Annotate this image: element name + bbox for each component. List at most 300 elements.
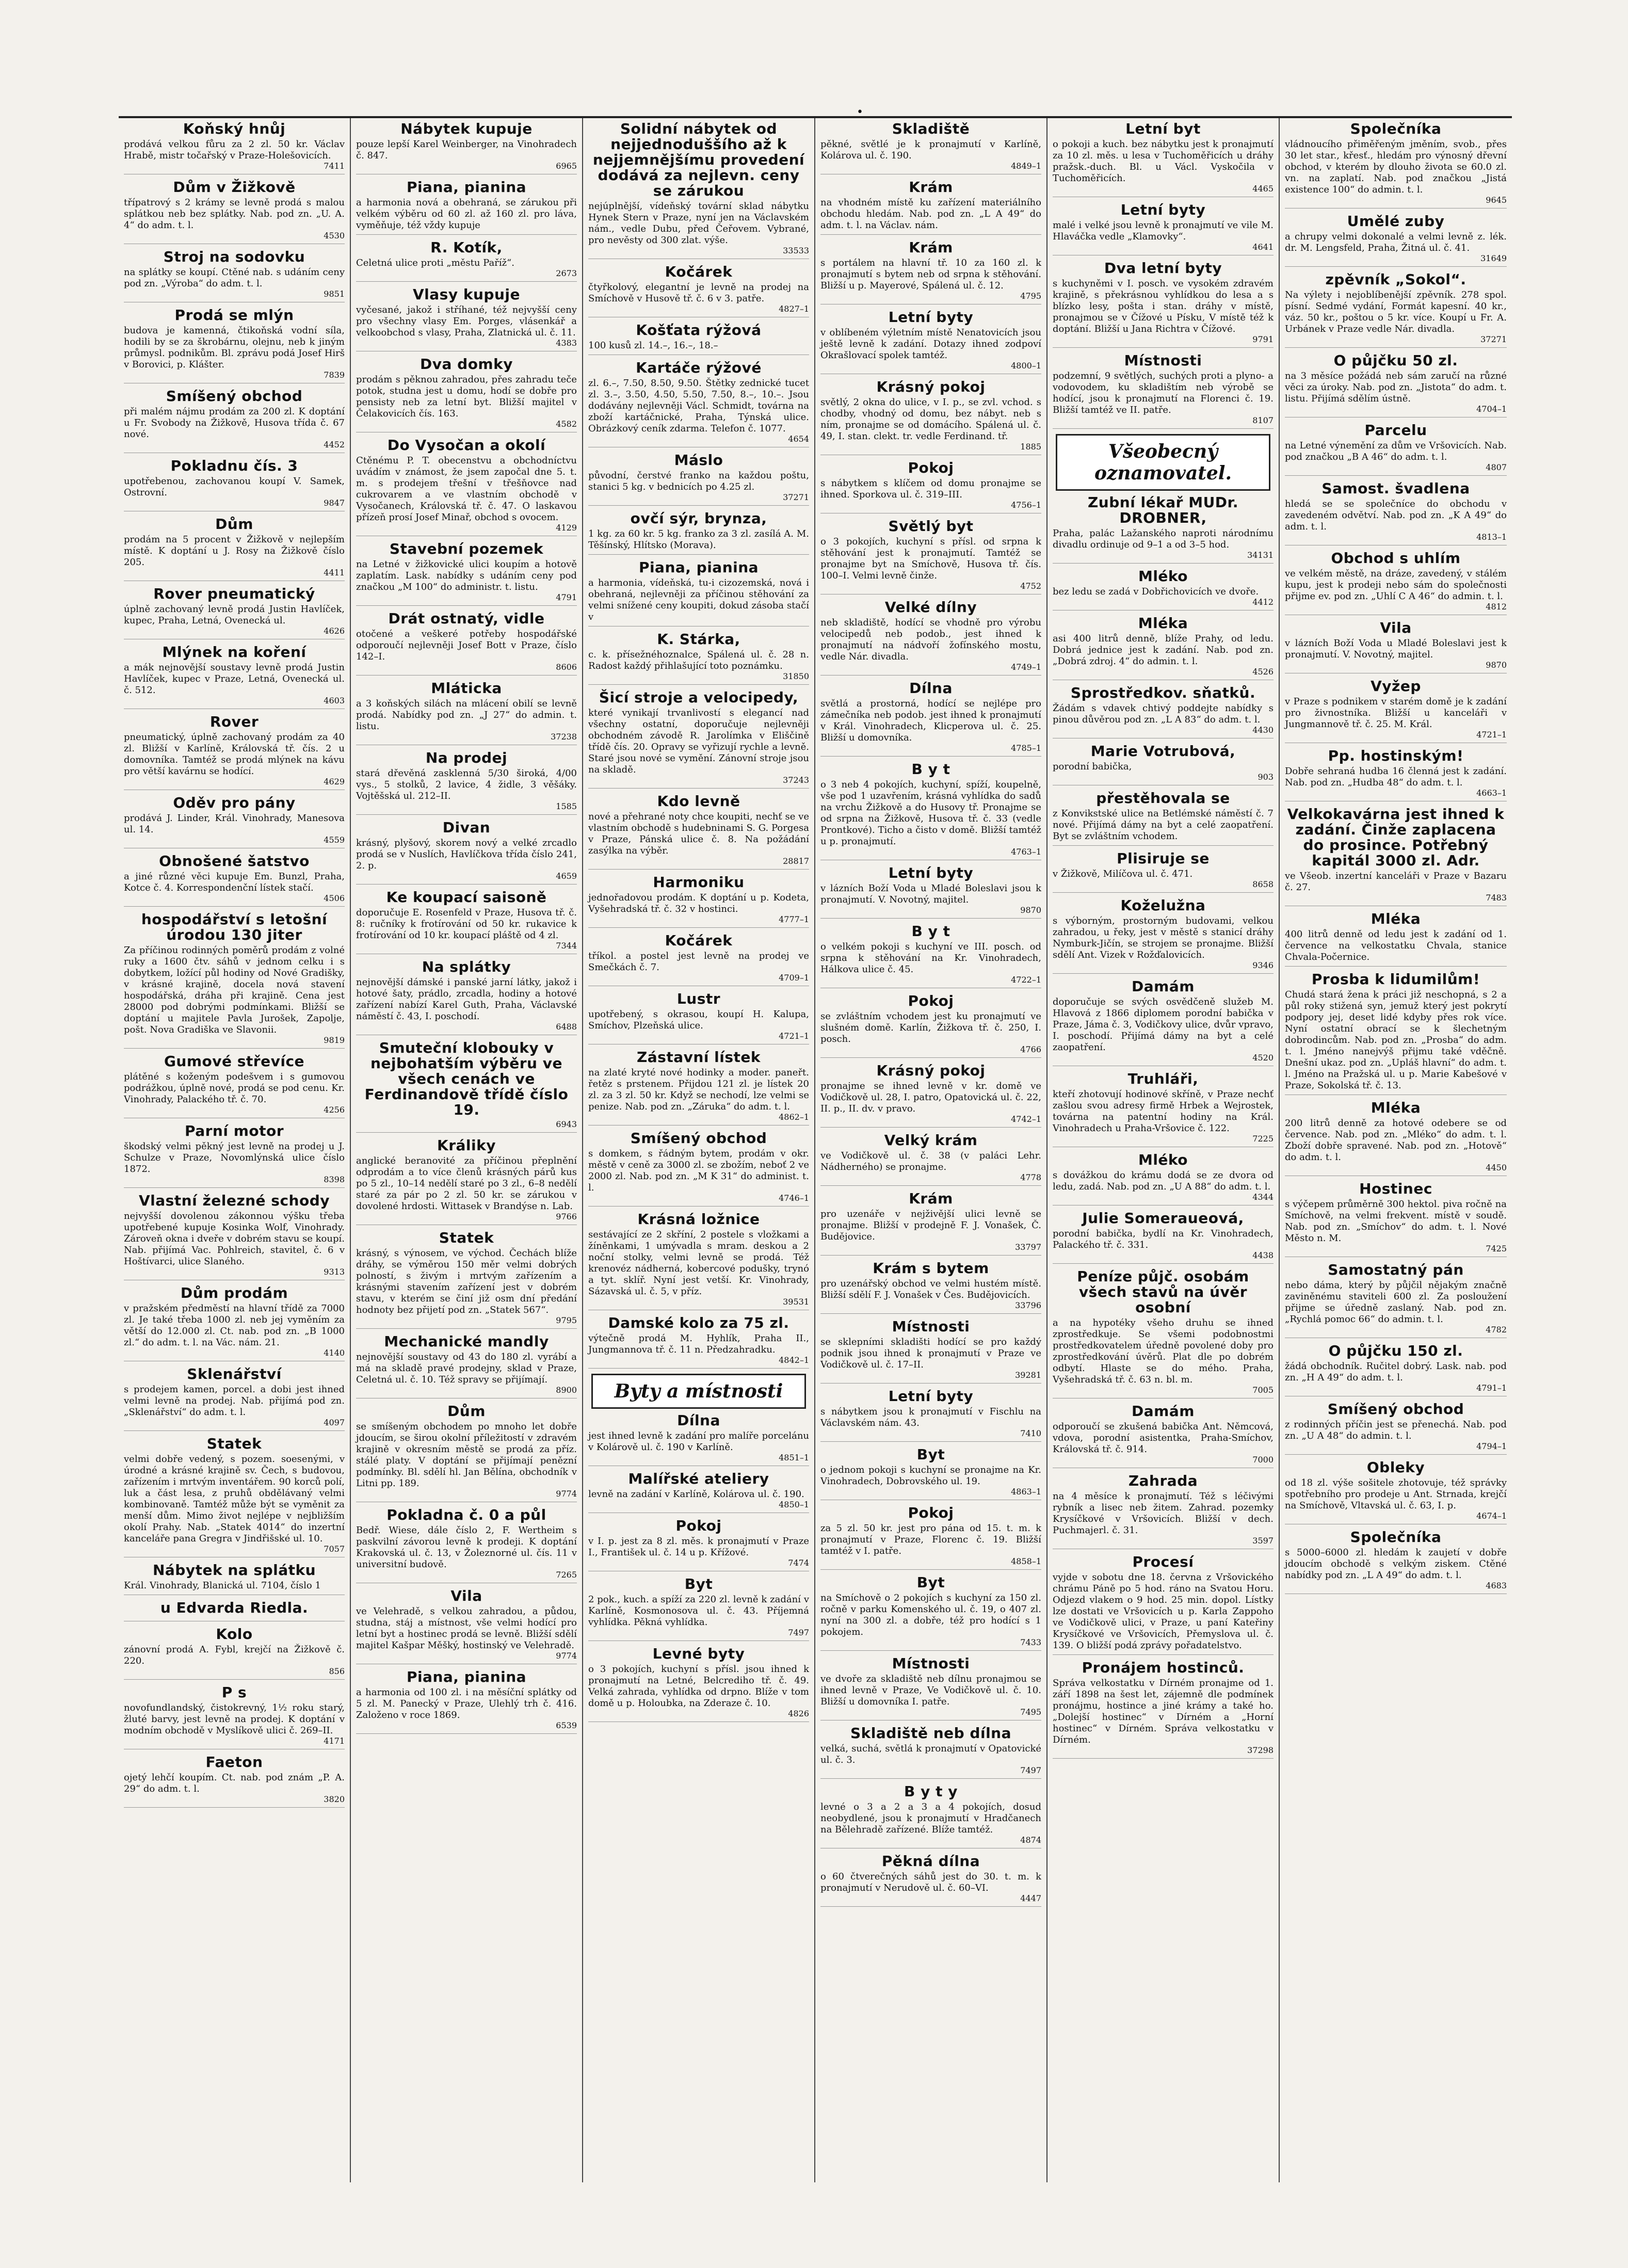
ad-body: nejvyšší dovolenou zákonnou výšku třeba upotřebené kupuje Kosinka Wolf, Vinohrady. Zároveň okna i dveře v dobrém stavu se koupí. Nab. přijímá Vac. Pohlreich, stavitel, č. 6 v Hoštívarci, ulice Slaného. — [124, 1211, 345, 1267]
ad-headline: O půjčku 150 zl. — [1328, 1342, 1463, 1359]
ad-number: 4812 — [1486, 602, 1507, 612]
ad-number: 8398 — [324, 1175, 345, 1184]
ad-number: 4663–1 — [1476, 788, 1507, 798]
classified-ad — [820, 180, 1041, 235]
ad-body: na splátky se koupí. Ctěné nab. s udáním ceny pod zn. „Výroba“ do adm. t. l. — [124, 267, 345, 289]
ad-headline: Dílna — [677, 1412, 720, 1429]
ad-headline: Mléko — [1138, 1151, 1188, 1168]
classified-ad — [124, 1685, 345, 1749]
classified-ad — [1285, 481, 1507, 545]
classified-ad — [588, 1315, 809, 1369]
ad-number: 4763–1 — [1011, 847, 1041, 857]
ad-number: 4722–1 — [1011, 975, 1041, 985]
ad-body: ojetý lehčí koupím. Ct. nab. pod znám „P. A. 29“ do adm. t. l. — [124, 1772, 345, 1794]
ad-body: tříkol. a postel jest levně na prodej ve Smečkách č. 7. — [588, 951, 809, 973]
ad-body: a chrupy velmi dokonalé a velmi levně z. lék. dr. M. Lengsfeld, Praha, Žitná ul. č. 41. — [1285, 231, 1507, 253]
ad-number: 4752 — [1020, 581, 1041, 591]
classified-ad — [124, 586, 345, 639]
ad-body: prodám na 5 procent v Žižkově v nejlepším místě. K doptání u J. Rosy na Žižkově číslo 205. — [124, 534, 345, 568]
ad-headline: Skladiště neb dílna — [850, 1725, 1011, 1742]
classified-ad — [588, 121, 809, 259]
classified-ad — [588, 794, 809, 870]
classified-ad — [588, 632, 809, 685]
classified-ad — [1285, 807, 1507, 906]
ad-body: nejnovější dámské i panské jarní látky, jakož i hotové šaty, prádlo, zrcadla, hodiny a hotové zařízení nabízí Karel Guth, Praha, Václavské náměstí č. 43, I. poschodí. — [356, 977, 577, 1022]
ad-headline: Letní byty — [888, 864, 974, 881]
ad-number: 4842–1 — [779, 1355, 809, 1365]
classified-ad — [1053, 1404, 1274, 1468]
classified-ad — [820, 865, 1041, 919]
ad-body: výtečně prodá M. Hyhlík, Praha II., Jungmannova tř. č. 11 n. Předzahradku. — [588, 1333, 809, 1355]
ad-headline: Parcelu — [1364, 422, 1427, 439]
classified-ad — [356, 1334, 577, 1398]
classified-ad — [588, 933, 809, 986]
ad-headline: Piana, pianina — [406, 179, 527, 196]
ad-headline: Máslo — [674, 452, 723, 469]
ad-headline: Letní byty — [1120, 201, 1206, 218]
ad-headline: Kartáče rýžové — [636, 359, 762, 376]
ad-headline: Byt — [916, 1446, 945, 1463]
classified-ad — [356, 890, 577, 954]
classified-ad — [588, 360, 809, 447]
ad-number: 7410 — [1020, 1428, 1041, 1438]
ad-headline: Krásný pokoj — [876, 378, 986, 395]
classified-ad — [1053, 979, 1274, 1066]
ad-headline: Společníka — [1350, 1529, 1442, 1546]
classified-ad — [356, 121, 577, 174]
ad-body: sestávající ze 2 skříní, 2 postele s vložkami a žíněnkami, 1 umývadla s mram. deskou a 2 noční stolky, velmi levně se prodá. Též krenovéz nádherná, kobercové podušky, trynó a tyt. sklíř. Nyní jest vetší. Kr. Vinohrady, Sázavská ul. č. 5, v příz. — [588, 1229, 809, 1297]
ad-headline: zpěvník „Sokol“. — [1325, 271, 1466, 288]
classified-ad — [124, 180, 345, 244]
ad-body: malé i velké jsou levně k pronajmutí ve vile M. Hlaváčka vedle „Klamovky“. — [1053, 220, 1274, 242]
ad-number: 28817 — [783, 856, 809, 866]
ad-body: světlý, 2 okna do ulice, v I. p., se zvl. vchod. s chodby, vhodný od domu, bez nábyt. neb s ním, pronajme se od domácího. Spálená ul. č. 49, I. stan. clekt. tr. vedle Ferdinand. tř. — [820, 397, 1041, 442]
ad-body: v lázních Boží Voda u Mladé Boleslavi jsou k pronajmutí. V. Novotný, majitel. — [820, 883, 1041, 905]
ad-number: 4582 — [556, 419, 577, 429]
ad-body: nejnovější soustavy od 43 do 180 zl. vyrábí a má na skladě pravé prodejny, sklad v Praze, Celetná ul. č. 10. Též spravy se přijímají. — [356, 1352, 577, 1385]
ad-body: jest ihned levně k zadání pro malíře porcelánu v Kolárově ul. č. 190 v Karlíně. — [588, 1430, 809, 1453]
ad-body: a mák nejnovější soustavy levně prodá Justin Havlíček, kupec v Praze, Letná, Ovenecká ul. č. 512. — [124, 662, 345, 696]
ad-number: 7497 — [1020, 1765, 1041, 1775]
classified-ad — [124, 121, 345, 174]
ad-body: pro uzenáře v nejživější ulici levně se pronajme. Bližší v prodejně F. J. Vonašek, Č. Budějovice. — [820, 1209, 1041, 1242]
classified-ad — [820, 993, 1041, 1058]
ad-body: stará dřevěná zasklenná 5/30 široká, 4/00 vys., 5 stolků, 2 lavice, 4 židle, 3 věšáky. Vojtěšská ul. 212–II. — [356, 768, 577, 801]
ad-headline: Mláticka — [431, 680, 502, 697]
ad-number: 856 — [329, 1666, 345, 1676]
classified-ad — [820, 1575, 1041, 1651]
ad-headline: Dům — [215, 516, 253, 533]
ad-number: 9791 — [1252, 334, 1274, 344]
ad-number: 4849–1 — [1011, 161, 1041, 171]
ad-headline: Mléka — [1138, 615, 1188, 632]
ad-number: 903 — [1258, 772, 1274, 782]
classified-ad — [1285, 1262, 1507, 1338]
ad-headline: Faeton — [205, 1754, 263, 1771]
ad-headline: Košťata rýžová — [636, 321, 762, 339]
ad-headline: Piana, pianina — [638, 559, 759, 576]
ad-number: 4520 — [1252, 1053, 1274, 1063]
ad-headline: Kočárek — [665, 263, 733, 280]
classified-ad — [588, 690, 809, 789]
ad-number: 33797 — [1015, 1242, 1041, 1252]
ad-body: ve Vodičkově ul. č. 38 (v paláci Lehr. Nádherného) se pronajme. — [820, 1150, 1041, 1172]
classified-ad — [588, 560, 809, 626]
ad-number: 4629 — [324, 777, 345, 786]
classified-ad — [820, 1063, 1041, 1128]
ad-body: s výborným, prostorným budovami, velkou zahradou, u řeky, jest v městě s stanicí dráhy Nymburk-Jičín, se strojem se pronajme. Bližší sdělí Ant. Vizek v Rožďalovicích. — [1053, 915, 1274, 960]
ad-body: bez ledu se zadá v Dobřichovicích ve dvoře. — [1053, 586, 1259, 597]
ad-headline: Smíšený obchod — [1327, 1401, 1464, 1418]
ad-headline: Prosba k lidumilům! — [1311, 971, 1480, 988]
ad-headline: Byt — [684, 1575, 713, 1593]
ad-headline: Obnošené šatstvo — [159, 852, 310, 870]
ad-body: pronajme se ihned levně v kr. domě ve Vodičkově ul. 28, I. patro, Opatovická ul. č. 22, II. p., II. dv. v pravo. — [820, 1081, 1041, 1114]
ad-headline: Dva domky — [420, 356, 513, 373]
classified-ad — [124, 517, 345, 581]
ad-body: nejúplnější, vídeňský tovární sklad nábytku Hynek Stern v Praze, nyní jen na Václavském nám., vedle Dubu, před Čeřovem. Vybrané, pro nevěsty od 300 zlat. výše. — [588, 201, 809, 246]
classified-ad — [124, 912, 345, 1049]
ad-number: 7433 — [1020, 1637, 1041, 1647]
ad-headline: Truhláři, — [1127, 1070, 1199, 1087]
ad-number: 4344 — [1252, 1192, 1274, 1202]
ad-number: 4709–1 — [779, 973, 809, 983]
ad-headline: Zástavní lístek — [636, 1049, 761, 1066]
ad-headline: Marie Votrubová, — [1090, 743, 1236, 760]
ad-number: 4863–1 — [1011, 1487, 1041, 1497]
ad-headline: Damám — [1132, 978, 1195, 995]
ad-body: odporoučí se zkušená babička Ant. Němcová, vdova, porodní asistentka, Praha-Smíchov, Královská tř. č. 914. — [1053, 1421, 1274, 1455]
ad-headline: Pronájem hostinců. — [1082, 1659, 1245, 1676]
ad-body: a jiné různé věci kupuje Em. Bunzl, Praha, Kotce č. 4. Korrespondenční lístek stačí. — [124, 871, 345, 893]
ad-body: Chudá stará žena k práci již neschopná, s 2 a půl roky stižená syn, jemuž který jest pokrytí podpory jej, deset lidé kdyby přes rok více. Nyní ostatní obrací se k šlechetným dobrodincům. Nab. pod zn. „Prosba“ do adm. t. l. Jméno nanejvýš přijmu také vděčně. Dnešní ukaz. pod zn. „Upláš hlavní“ do adm. t. l. Jméno na Pražská ul. u p. Marie Kabešové v Praze, Sokolská tř. č. 13. — [1285, 989, 1507, 1091]
ad-headline: Kolo — [216, 1626, 253, 1643]
classified-ad — [588, 511, 809, 555]
ad-number: 4851–1 — [779, 1453, 809, 1462]
classified-ad — [1053, 898, 1274, 974]
ad-number: 4447 — [1020, 1893, 1041, 1903]
ad-number: 4746–1 — [779, 1193, 809, 1203]
classified-ad — [588, 264, 809, 317]
ad-number: 4256 — [324, 1105, 345, 1115]
ad-number: 9346 — [1252, 960, 1274, 970]
classified-ad — [820, 379, 1041, 455]
ad-body: o velkém pokoji s kuchyní ve III. posch. od srpna k stěhování na Kr. Vinohradech, Hálkova ulice č. 45. — [820, 941, 1041, 975]
ad-body: škodský velmi pěkný jest levně na prodej u J. Schulze v Praze, Novomlýnská ulice číslo 1872. — [124, 1141, 345, 1175]
ad-body: původní, čerstvé franko na každou poštu, stanici 5 kg. v bednicích po 4.25 zl. — [588, 470, 809, 492]
ad-headline: Pp. hostinským! — [1328, 747, 1464, 764]
ad-number: 7265 — [556, 1570, 577, 1580]
classified-ad — [1053, 1554, 1274, 1655]
classified-ad — [820, 600, 1041, 675]
ad-number: 7474 — [788, 1558, 809, 1568]
ad-number: 7057 — [324, 1544, 345, 1554]
ad-headline: Obchod s uhlím — [1331, 550, 1461, 567]
ad-body: zánovní prodá A. Fybl, krejčí na Žižkově č. 220. — [124, 1644, 345, 1666]
ad-number: 9313 — [324, 1267, 345, 1277]
ad-body: za 5 zl. 50 kr. jest pro pána od 15. t. m. k pronajmutí v Praze, Florenc č. 19. Bližší tamtéž v I. patře. — [820, 1523, 1041, 1556]
ad-number: 4412 — [1252, 597, 1274, 607]
ad-body: velmi dobře vedený, s pozem. soesenými, v úrodné a krásné krajině sv. Čech, s budovou, zařízením i mrtvým inventářem. 90 korců polí, luk a část lesa, z pruhů obdělávaný velmi kombinovaně. Tamtéž může být se vyměnit za menší dům. Mimo život nejlépe v nejbližším okolí Prahy. Nab. „Statek 4014“ do inzertní kanceláře pana Gregra v Jindřišské ul. 10. — [124, 1454, 345, 1544]
classified-ad — [1285, 1343, 1507, 1396]
classified-ad — [1053, 121, 1274, 197]
classified-ad — [356, 750, 577, 815]
classified-ad — [356, 820, 577, 884]
ad-number: 4778 — [1020, 1172, 1041, 1182]
ad-body: s prodejem kamen, porcel. a dobi jest ihned velmi levně na prodej. Nab. přijímá pod zn. „Sklenářství“ do adm. t. l. — [124, 1384, 345, 1418]
ad-headline: Vyžep — [1371, 678, 1421, 695]
ad-body: Správa velkostatku v Dírném pronajme od 1. září 1898 na šest let, zájemně dle podmínek pronájmu, hostince a jiné krámy a také ho. „Dolejší hostinec“ v Dírném a „Horní hostinec“ v Dírném. Správa velkostatku v Dírném. — [1053, 1678, 1274, 1745]
ad-headline: Pokladna č. 0 a půl — [386, 1506, 546, 1523]
ad-headline: hospodářství s letošní úrodou 130 jiter — [141, 911, 328, 943]
ad-headline: Letní byty — [888, 309, 974, 326]
classified-ad — [124, 1123, 345, 1188]
ad-number: 4749–1 — [1011, 662, 1041, 672]
ad-number: 9851 — [324, 289, 345, 299]
ad-headline: Stavební pozemek — [389, 540, 544, 557]
ad-number: 4411 — [324, 568, 345, 577]
ad-headline: O půjčku 50 zl. — [1333, 352, 1458, 369]
classified-ad — [124, 1563, 345, 1595]
ad-body: a harmonia od 100 zl. i na měsíční splátky od 5 zl. M. Panecký v Praze, Ulehlý trh č. 416. Založeno v roce 1869. — [356, 1687, 577, 1720]
ad-body: o 60 čtverečných sáhů jest do 30. t. m. k pronajmutí v Nerudově ul. č. 60–VI. — [820, 1871, 1041, 1893]
ad-body: Na výlety i nejoblíbenější zpěvník. 278 spol. písní. Sedmé vydání, Formát kapesní. 40 kr., váz. 50 kr., poštou o 5 kr. více. Koupí u Fr. A. Urbánek v Praze vedle Nár. divadla. — [1285, 289, 1507, 334]
ad-number: 4721–1 — [779, 1031, 809, 1041]
ad-headline: Velkokavárna jest ihned k zadání. Činže zaplacena do prosince. Potřebný kapitál 3000 zl. Adr. — [1287, 806, 1505, 869]
ad-body: z rodinných příčin jest se přenechá. Nab. pod zn. „U A 48“ do admin. t. l. — [1285, 1419, 1507, 1441]
ad-number: 4813–1 — [1476, 532, 1507, 542]
ad-number: 9870 — [1486, 660, 1507, 670]
classified-ad — [1053, 353, 1274, 429]
classified-ad — [1285, 620, 1507, 673]
section-banner-vseobecny: Všeobecný oznamovatel. — [1056, 434, 1270, 491]
ad-body: pěkné, světlé je k pronajmutí v Karlíně, Kolárova ul. č. 190. — [820, 139, 1041, 161]
ad-headline: Letní byt — [1125, 120, 1201, 137]
ad-headline: Velký krám — [884, 1132, 978, 1149]
ad-body: z Konvikstské ulice na Betlémské náměstí č. 7 nové. Přijímá dámy na byt a celé zaopatření. Byt se zvláštním vchodem. — [1053, 808, 1274, 842]
ad-body: s domkem, s řádným bytem, prodám v okr. městě v ceně za 3000 zl. se zbožím, neboť 2 ve 2000 zl. Nab. pod zn. „M K 31“ do administ. t. l. — [588, 1148, 809, 1193]
classified-ad — [1285, 272, 1507, 348]
ad-headline: P s — [221, 1684, 247, 1701]
ad-number: 4756–1 — [1011, 500, 1041, 510]
ad-headline: Společníka — [1350, 120, 1442, 137]
classified-ad — [356, 357, 577, 432]
classified-ad — [356, 180, 577, 235]
ad-headline: Mléka — [1371, 910, 1421, 927]
ad-body: nové a přehrané noty chce koupiti, nechť se ve vlastním obchodě s hudebninami S. G. Porgesa v Praze, Pánská ulice č. 8. Na požádání zasýlka na výběr. — [588, 811, 809, 856]
ad-body: Dobře sehraná hudba 16 členná jest k zadání. Nab. pod zn. „Hudba 48“ do adm. t. l. — [1285, 766, 1507, 788]
ad-body: čtyřkolový, elegantní je levně na prodej na Smíchově v Husově tř. č. 6 v 3. patře. — [588, 282, 809, 304]
ad-headline: Samost. švadlena — [1321, 480, 1470, 497]
ad-number: 4171 — [324, 1736, 345, 1746]
ad-body: třípatrový s 2 krámy se levně prodá s malou splátkou neb bez splátky. Nab. pod zn. „U. A. 4“ do adm. t. l. — [124, 197, 345, 231]
ad-headline: Dva letní byty — [1104, 260, 1222, 277]
ad-number: 37298 — [1247, 1745, 1274, 1755]
ad-headline: Sprostředkov. sňatků. — [1070, 684, 1256, 701]
ad-body: Celetná ulice proti „městu Paříž“. — [356, 258, 514, 268]
ad-number: 31649 — [1480, 253, 1507, 263]
ad-number: 9645 — [1486, 195, 1507, 205]
ad-body: 400 litrů denně od ledu jest k zadání od 1. července na velkostatku Chvala, stanice Chvala-Počernice. — [1285, 929, 1507, 962]
ad-headline: Dům v Žižkově — [173, 179, 296, 196]
ad-headline: Nábytek na splátku — [152, 1562, 316, 1579]
newspaper-page — [119, 116, 1512, 2182]
classified-ad — [1285, 1181, 1507, 1257]
ad-number: 8658 — [1252, 879, 1274, 889]
ad-body: upotřebenou, zachovanou koupí V. Samek, Ostrovní. — [124, 476, 345, 498]
classified-ad — [1285, 353, 1507, 417]
ad-body: s nábytkem jsou k pronajmutí v Fischlu na Václavském nám. 43. — [820, 1406, 1041, 1428]
ad-body: prodává velkou fůru za 2 zl. 50 kr. Václav Hrabě, mistr točařský v Praze-Holešovicích. — [124, 139, 345, 161]
ad-body: ve dvoře za skladiště neb dílnu pronajmou se ihned levně v Praze, Ve Vodičkově ul. č. 10. Bližší u domovníka I. patře. — [820, 1674, 1041, 1707]
classified-ad — [1053, 791, 1274, 846]
classified-ad — [124, 1285, 345, 1361]
ad-number: 4766 — [1020, 1044, 1041, 1054]
section-banner-byty: Byty a místnosti — [591, 1374, 806, 1409]
ad-headline: Zubní lékař MUDr. DROBNER, — [1087, 494, 1238, 526]
ad-headline: Krám — [909, 179, 953, 196]
ad-headline: B y t — [911, 761, 950, 778]
ad-headline: Letní byty — [888, 1388, 974, 1405]
ad-headline: Pokoj — [908, 459, 954, 476]
classified-ad — [1285, 551, 1507, 615]
ad-body: doporučuje se svých osvědčeně služeb M. Hlavová z 1866 diplomem porodní babička v Praze, Jáma č. 3, Vodičkovy ulice, dvůr vpravo, I. poschodí. Přijímá dámy na byt a celé zaopatření. — [1053, 996, 1274, 1053]
ad-body: nebo dáma, který by půjčil nějakým značně zaviněnému staviteli 600 zl. Za posloužení přijme se úředně zaslaný. Nab. pod zn. „Rychlá pomoc 66“ do admin. t. l. — [1285, 1280, 1507, 1325]
ad-headline: Místnosti — [892, 1318, 970, 1335]
classified-ad — [1285, 121, 1507, 208]
ad-body: v Praze s podnikem v starém domě je k zadání pro živnostníka. Bližší u kanceláři v Jungmannově tř. č. 25. M. Král. — [1285, 696, 1507, 730]
ad-headline: Koželužna — [1120, 897, 1206, 914]
ad-body: 2 pok., kuch. a spíží za 220 zl. levně k zadání v Karlíně, Kosmonosova ul. č. 43. Příjemná vyhlídka. Pěkná vyhlídka. — [588, 1594, 809, 1628]
ad-headline: Králiky — [437, 1137, 496, 1154]
ad-number: 4452 — [324, 440, 345, 449]
classified-ad — [1053, 1660, 1274, 1759]
classified-ad — [1053, 616, 1274, 680]
classified-ad — [124, 249, 345, 302]
ad-headline: Šicí stroje a velocipedy, — [599, 689, 799, 706]
ad-headline: Sklenářství — [187, 1365, 282, 1382]
classified-ad — [820, 121, 1041, 174]
ad-body: Ctěnému P. T. obecenstvu a obchodníctvu uvádím v známost, že jsem započal dne 5. t. m. s prodejem třešní v třešňovce nad cukrovarem a ve vlastním obchodě v Vysočanech, Královská tř. č. 47. O laskavou přízeň prosí Josef Minař, obchod s ovocem. — [356, 455, 577, 523]
ad-body: na 3 měsíce požádá neb sám zaručí na různé věci za úroky. Nab. pod zn. „Jistota“ do adm. t. listu. Přijímá sdělím ústně. — [1285, 371, 1507, 404]
classified-ad — [356, 1040, 577, 1133]
ad-headline: Rover — [209, 713, 259, 730]
ad-body: Za příčinou rodinných poměrů prodám z volné ruky a 1600 čtv. sáhů v jednom celku i s dobytkem, ložící půl hodiny od Nové Gradišky, v krásné krajině, docela nová stavení hospodářská, dráha při krajině. Cena jest 28000 pod dobrými podmínkami. Bližší se doptání u majitele Pavla Jurošek, Zapolje, pošt. Nova Gradiška ve Slavonii. — [124, 945, 345, 1035]
ad-number: 4659 — [556, 871, 577, 881]
classified-ad — [124, 645, 345, 709]
ad-body: v pražském předměstí na hlavní třídě za 7000 zl. Je také třeba 1000 zl. neb jej vyměním za větší do 12.000 zl. Ct. nab. pod zn. „B 1000 zl.“ do adm. t. l. na Vác. nám. 21. — [124, 1303, 345, 1348]
ad-headline: B y t — [911, 923, 950, 940]
ad-number: 4791–1 — [1476, 1383, 1507, 1393]
ad-number: 4674–1 — [1476, 1511, 1507, 1521]
ad-headline: Vila — [1380, 619, 1412, 636]
ad-number: 37271 — [783, 492, 809, 502]
classified-ad — [124, 1600, 345, 1621]
classified-ad — [356, 959, 577, 1035]
classified-ad — [356, 1507, 577, 1583]
ad-number: 4785–1 — [1011, 743, 1041, 753]
ad-headline: Mléko — [1138, 568, 1188, 585]
ad-headline: Vlasy kupuje — [413, 286, 520, 303]
ad-body: otočené a veškeré potřeby hospodářské odporoučí nejlevněji Josef Bott v Praze, číslo 142–I. — [356, 629, 577, 662]
ad-headline: Levné byty — [652, 1645, 745, 1662]
ad-body: velká, suchá, světlá k pronajmutí v Opatovické ul. č. 3. — [820, 1743, 1041, 1765]
ad-number: 9870 — [1020, 905, 1041, 915]
ad-body: s výčepem průměrně 300 hektol. piva ročně na Smíchově, na velmi frekvent. místě v soudě. Nab. pod zn. „Smíchov“ do adm. t. l. Nové Město n. M. — [1285, 1199, 1507, 1244]
ad-headline: Na prodej — [425, 749, 508, 766]
ad-body: 100 kusů zl. 14.–, 16.–, 18.– — [588, 340, 718, 351]
ad-body: o 3 pokojích, kuchyní s přísl. od srpna k stěhování jest k pronajmutí. Tamtéž se pronajme byt na Smíchově, Husova tř. čís. 100–I. Velmi levně činže. — [820, 536, 1041, 581]
ad-number: 8107 — [1252, 415, 1274, 425]
ad-headline: Krám — [909, 1190, 953, 1207]
classified-ad — [1053, 569, 1274, 610]
ad-headline: Dílna — [909, 680, 953, 697]
classified-ad — [124, 714, 345, 790]
ad-number: 6488 — [556, 1022, 577, 1032]
ad-number: 9819 — [324, 1035, 345, 1045]
classified-ad — [124, 1366, 345, 1431]
ad-body: v oblíbeném výletním místě Nenatovicích jsou ještě levně k zadání. Dotazy ihned zodpoví Okrašlovací spolek tamtéž. — [820, 327, 1041, 361]
classified-ad — [1053, 1152, 1274, 1205]
classified-ad — [1285, 214, 1507, 267]
ad-headline: Damské kolo za 75 zl. — [608, 1314, 789, 1331]
ad-body: c. k. přísežnéhoznalce, Spálená ul. č. 28 n. Radost každý přihlašující toto poznámku. — [588, 649, 809, 671]
ad-body: v I. p. jest za 8 zl. měs. k pronajmutí v Praze I., František ul. č. 14 u p. Křížové. — [588, 1536, 809, 1558]
ad-number: 31850 — [783, 671, 809, 681]
ad-number: 9774 — [556, 1489, 577, 1499]
classified-ad — [1053, 685, 1274, 738]
ad-headline: Pokladnu čís. 3 — [170, 457, 298, 474]
classified-ad — [356, 1588, 577, 1664]
ad-body: ve velkém městě, na dráze, zavedený, v stálém kupu, jest k prodeji nebo sám do společnosti přijme ev. pod zn. „Uhlí C A 46“ do admin. t. l. — [1285, 568, 1507, 602]
ad-body: levné o 3 a 2 a 3 a 4 pokojích, dosud neobydlené, jsou k pronajmutí v Hradčanech na Bělehradě zařízené. Blíže tamtéž. — [820, 1801, 1041, 1835]
ad-body: vládnoucího přiměřeným jměním, svob., přes 30 let star., křesť., hledám pro výnosný dřevní obchod, v kterém by dlouho života se 60.0 zl. vn. na zaplatí. Nab. pod značkou „Jistá existence 100“ do admin. t. l. — [1285, 139, 1507, 195]
ad-number: 4742–1 — [1011, 1114, 1041, 1124]
ad-number: 4795 — [1020, 291, 1041, 301]
ad-number: 6539 — [556, 1720, 577, 1730]
ad-number: 4826 — [788, 1709, 809, 1718]
ad-number: 7000 — [1252, 1455, 1274, 1465]
ad-body: prodám s pěknou zahradou, přes zahradu teče potok, studna jest u domu, hodí se dobře pro pensisty neb za letní byt. Bližší majitel v Čelakovicích čís. 163. — [356, 374, 577, 419]
ad-body: upotřebený, s okrasou, koupí H. Kalupa, Smíchov, Plzeňská ulice. — [588, 1009, 809, 1031]
ad-number: 4654 — [788, 434, 809, 444]
classified-ad — [356, 1230, 577, 1329]
ad-headline: Hostinec — [1359, 1180, 1432, 1197]
ad-headline: u Edvarda Riedla. — [160, 1599, 309, 1616]
classified-ad — [1053, 495, 1274, 564]
classified-ad — [1053, 1473, 1274, 1549]
ad-body: na 4 měsíce k pronajmutí. Též s léčivými rybník a lisec neb žitem. Zahrad. pozemky Krysíčkové v Vršovicích. Bližší v dech. Puchmajerl. č. 31. — [1053, 1491, 1274, 1536]
ad-headline: Ke koupací saisoně — [386, 889, 547, 906]
classified-ad — [124, 1193, 345, 1280]
ad-number: 9766 — [556, 1212, 577, 1221]
classified-ad — [820, 1726, 1041, 1779]
classified-ad — [1285, 1530, 1507, 1594]
ad-body: pneumatický, úplně zachovaný prodám za 40 zl. Bližší v Karlíně, Královská tř. čís. 2 u domovníka. Tamtéž se prodá mlýnek na kávu pro větší kavárnu se hodící. — [124, 732, 345, 777]
ad-body: o jednom pokoji s kuchyní se pronajme na Kr. Vinohradech, Dobrovského ul. 19. — [820, 1465, 1041, 1487]
ad-number: 4794–1 — [1476, 1441, 1507, 1451]
ad-headline: Krásná ložnice — [637, 1211, 760, 1228]
ad-number: 7839 — [324, 370, 345, 380]
classified-ad — [124, 308, 345, 383]
ad-body: o 3 pokojích, kuchyní s přísl. jsou ihned k pronajmutí na Letné, Belcrediho tř. č. 49. Velká zahrada, vyhlídka od drpno. Blíže v tom domě u p. Holoubka, na Zderaze č. 10. — [588, 1664, 809, 1709]
column-6 — [1280, 118, 1512, 2182]
classified-ad — [1053, 744, 1274, 785]
ad-number: 4850–1 — [779, 1500, 809, 1509]
ad-body: na Letné v žižkovické ulici koupím a hotově zaplatím. Lask. nabídky s udáním ceny pod značkou „M 100“ do administr. t. listu. — [356, 559, 577, 592]
ad-body: na Letné výnemění za dům ve Vršovicích. Nab. pod značkou „B A 46“ do adm. t. l. — [1285, 440, 1507, 462]
ad-number: 4526 — [1252, 667, 1274, 677]
